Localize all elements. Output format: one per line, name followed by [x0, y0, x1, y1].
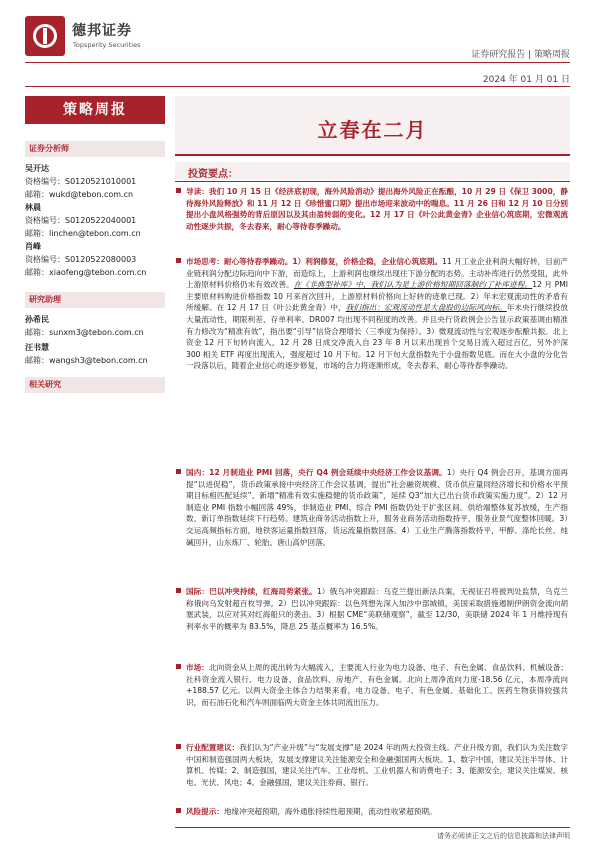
para-market-thinking-italic2: 我们指出：宏观流动性是大盘股的边际风向标。	[345, 303, 507, 313]
bullet-icon	[176, 469, 181, 474]
invest-head: 投资要点：	[188, 169, 238, 180]
para-industry-body: 我们认为“产业升级”与“发展支撑”是 2024 年的两大投资主线。产业升级方面，我们认为关注数字中国和制造强国两大板块，发展支撑建议关注能源安全和金融强国两大板块。1、数字中国，建议关注半导体、计算机、传媒；2、制造强国，建议关注汽车、工业母机、工业机器人和消费电子；3、能源安全，建议关注煤炭、核电、光伏、风电；4、金融强国，建议关注券商、银行。	[186, 743, 569, 787]
para-market-thinking-body3: 年末央行继续投放大量流动性，期限利差、存单利率、DR007 均出现不同程度的改善。并且央行货政例会公告显示政策基调由精准有力修改为“精准有效”，指出要“引导”信贷合理增长（三季度为保持）。3）微观流动性与宏观逐步酝酿共振。北上资金 12 月下旬转向流入，12 月 28 日成交净流入自 23 年 8 月以来出现首个交易日流入超过百亿，另外沪深 300 相关 ETF 再度出现流入，强度超过 10 月下旬。12 月下旬大盘指数先于小盘指数见底。而在大小盘的分化告一段落以后，随着企业信心的逐步修复，市场的合力将逐渐形成，冬去春来，耐心等待春季躁动。	[186, 303, 569, 371]
para-market	[186, 662, 568, 708]
para-risk-body: 地缘冲突超预期，海外通胀持续性超预期，流动性收紧超预期。	[223, 807, 437, 816]
para-domestic-body: 1）央行 Q4 例会召开，基调方面再提“以进促稳”，货币政策承接中央经济工作会议基调，提出“社会融资规模、货币供应量同经济增长和价格水平预期目标相匹配延续”、新增“精准有效实施稳健的货币政策”，延续 Q3“加大已出台货币政策实施力度”。2）12 月制造业 PMI 指数小幅回落 49%，非制造业 PMI、综合 PMI 指数仍处于扩张区间。供给端整体复苏放缓，生产指数、新订单指数延续下行趋势。建筑业商务活动指数上升，服务业商务活动指数持平，服务业景气度整体回暖。3）交运高频指标方面，地铁客运量指数回落，货运流量指数回落。4）工业生产腾落指数持平，甲醇、涤纶长丝、纯碱回升，山东炼厂、轮胎、唐山高炉回落。	[186, 468, 568, 547]
page-title: 立春在二月	[317, 118, 428, 142]
para-intro	[186, 186, 568, 232]
company-logo	[25, 16, 65, 56]
header-divider-2	[25, 86, 570, 87]
para-domestic	[186, 467, 568, 548]
para-risk-lead: 风险提示：	[186, 807, 224, 816]
analyst-name: 肖峰	[25, 242, 41, 251]
bullet-icon	[176, 808, 181, 813]
related-section-head: 相关研究	[25, 377, 165, 393]
assistant-name: 孙希民	[25, 315, 49, 324]
para-domestic-lead: 国内：12 月制造业 PMI 回落，央行 Q4 例会延续中央经济工作会议基调。	[186, 468, 447, 477]
para-industry	[186, 742, 568, 788]
left-banner: 策略周报	[25, 96, 165, 124]
footer-disclaimer: 请务必阅读正文之后的信息披露和法律声明	[437, 832, 570, 840]
para-international	[186, 586, 568, 632]
analyst-email[interactable]: 邮箱：linchen@tebon.com.cn	[25, 229, 141, 238]
bullet-icon	[176, 744, 181, 749]
analyst-cert: 资格编号：S0120521010001	[25, 177, 137, 186]
assistant-section-head: 研究助理	[25, 292, 165, 308]
assistant-name: 汪书慧	[25, 343, 49, 352]
analyst-email[interactable]: 邮箱：wukd@tebon.com.cn	[25, 190, 134, 199]
para-market-thinking	[186, 256, 568, 372]
analyst-name: 林晨	[25, 203, 41, 212]
assistant-email[interactable]: 邮箱：wangsh3@tebon.com.cn	[25, 356, 148, 365]
header-divider	[25, 62, 570, 63]
company-name-cn: 德邦证券	[72, 23, 132, 39]
invest-divider	[175, 181, 570, 182]
para-market-thinking-body: 11 月工业企业利润大幅好转，目前产业链利润分配边际趋向中下游，而造综上，上游利润也继续出现往下游分配的态势。主动补库进行仍然受阻，此外上游原材料价格仍未有效改善。	[186, 257, 569, 290]
para-market-body: 北向资金从上周的流出转为大幅流入，主要流入行业为电力设备、电子、有色金属、食品饮料、机械设备；社科资金流入银行、电力设备、食品饮料、房地产、有色金属。北向上周净流向力度-18.56 亿元，本周净流向+188.57 亿元。以两大资金主体合力结果来看，电力设备、电子、有色金属、基础化工、医药生物获得较强共识，而石油石化和汽车则面临两大资金主体共同流出压力。	[186, 663, 569, 707]
para-market-lead: 市场：	[186, 663, 209, 672]
analyst-email[interactable]: 邮箱：xiaofeng@tebon.com.cn	[25, 268, 147, 277]
para-market-thinking-italic: 在《非典型补库》中，我们认为是上游价格短期回落制约了补库进程。	[293, 280, 533, 290]
para-market-thinking-lead: 市场思考：耐心等待春季躁动。1）利润修复，价格企稳，企业信心筑底期。	[186, 257, 442, 266]
analyst-cert: 资格编号：S0120522040001	[25, 216, 137, 225]
bullet-icon	[176, 188, 181, 193]
analyst-name: 吴开达	[25, 164, 49, 173]
footer-divider	[175, 827, 570, 828]
company-name-en: Topsperity Securities	[73, 41, 141, 49]
analyst-section-head: 证券分析师	[25, 141, 165, 157]
bullet-icon	[176, 664, 181, 669]
para-industry-lead: 行业配置建议：	[186, 743, 240, 752]
report-date: 2024 年 01 月 01 日	[482, 75, 570, 85]
bullet-icon	[176, 588, 181, 593]
assistant-email[interactable]: 邮箱：sunxm3@tebon.com.cn	[25, 328, 144, 337]
bullet-icon	[176, 258, 181, 263]
report-type: 证券研究报告 | 策略周报	[471, 50, 570, 60]
para-risk	[186, 806, 568, 818]
para-market-thinking-body2: 12 月 PMI 主要原材料购进价格指数 10 月来首次回升，上游原材料价格向上好转的迹象已现。2）年末宏观流动性的矛盾有所缓解。在 12 月 17 日《叶公此黄金青》中，	[186, 280, 568, 313]
para-intro-text: 导读：我们 10 月 15 日《经济底初现，海外风险消动》提出海外风险正在酝酿，10 月 29 日《保卫 3000，静待海外风险释放》和 11 月 12 日《珍惜蜜口期》提出市场迎来波动中的喘息。11 月 26 日和 12 月 10 日分别提出小盘风格强势的背后原因以及其由盈转弱的变化。12 月 17 日《叶公此黄金青》企业信心筑底期，宏微观流动性逐步共振，冬去春来，耐心等待春季躁动。	[186, 187, 568, 231]
para-international-lead: 国际：巴以冲突持续，红海局势紧张。	[186, 587, 317, 596]
analyst-cert: 资格编号：S0120522080003	[25, 255, 137, 264]
para-international-body: 1）俄乌冲突跟踪：乌克兰提出新法兵案，无视征召将被判处监禁，乌克兰称俄向乌发射超百枚导弹。2）巴以冲突跟踪：以色列想先深入加沙中部城镇，美国采取措施遏制伊朗资金流向胡塞武装，以应对其对红海船只的袭击。3）根据 CME“美联储观察”，截至 12/30，美联储 2024 年 1 月维持现有利率水平的概率为 83.5%，降息 25 基点概率为 16.5%。	[186, 587, 569, 631]
